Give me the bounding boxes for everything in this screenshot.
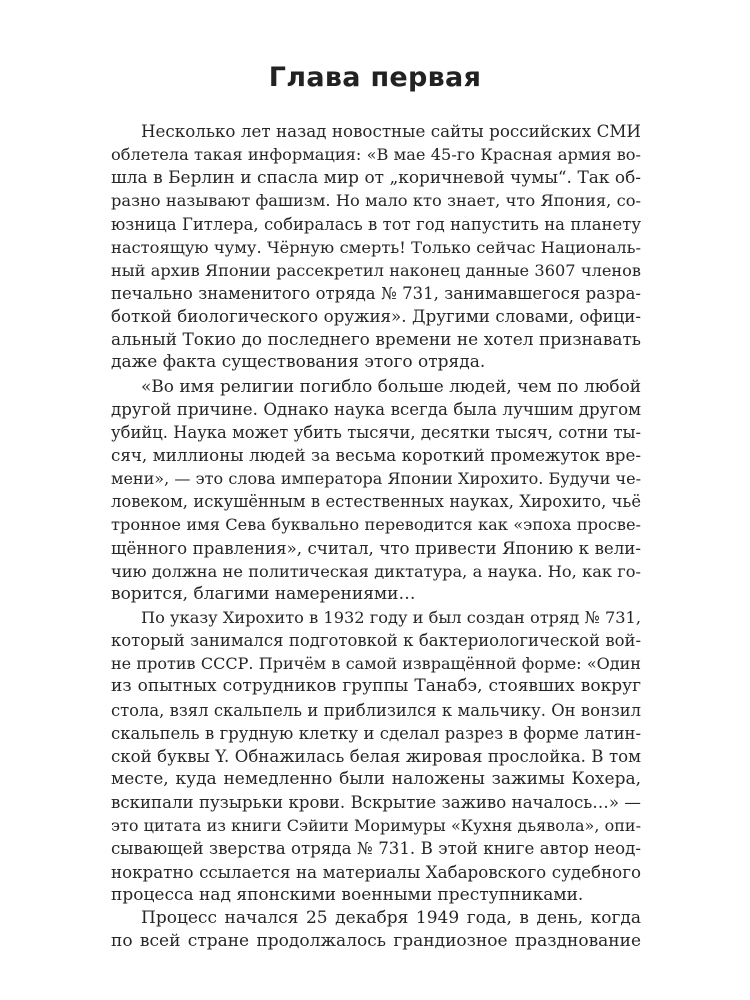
text-line: другой причине. Однако наука всегда была лучшим другом xyxy=(111,399,641,419)
text-line: По указу Хирохито в 1932 году и был создан отряд № 731, xyxy=(141,607,641,627)
text-line: настоящую чуму. Чёрную смерть! Только сейчас Националь- xyxy=(111,237,641,257)
text-line: чию должна не политическая диктатура, а наука. Но, как го- xyxy=(111,561,641,581)
text-line: стола, взял скальпель и приблизился к мальчику. Он вонзил xyxy=(111,700,641,720)
text-line: юзница Гитлера, собиралась в тот год напустить на планету xyxy=(111,214,641,234)
text-line: альный Токио до последнего времени не хотел признавать xyxy=(111,329,641,350)
text-line: по всей стране продолжалось грандиозное празднование xyxy=(111,930,641,951)
text-line: Несколько лет назад новостные сайты российских СМИ xyxy=(141,121,641,141)
text-line: даже факта существования этого отряда. xyxy=(111,352,486,373)
text-line: Процесс начался 25 декабря 1949 года, в день, когда xyxy=(141,907,641,928)
text-line: убийц. Наука может убить тысячи, десятки тысяч, сотни ты- xyxy=(111,422,641,442)
text-line: сяч, миллионы людей за весьма короткий промежуток вре- xyxy=(111,444,641,465)
text-line: шла в Берлин и спасла мир от „коричневой чумы“. Так об- xyxy=(111,167,641,188)
text-line: печально знаменитого отряда № 731, занимавшегося разра- xyxy=(111,283,641,303)
text-line: это цитата из книги Сэйити Моримуры «Кухня дьявола», опи- xyxy=(111,816,641,836)
text-line: процесса над японскими военными преступниками. xyxy=(111,884,584,905)
body-text xyxy=(111,120,641,953)
text-line: ловеком, искушённым в естественных науках, Хирохито, чьё xyxy=(111,492,641,512)
text-line: нократно ссылается на материалы Хабаровского судебного xyxy=(111,862,641,882)
text-line: ный архив Японии рассекретил наконец данные 3607 членов xyxy=(111,260,641,280)
text-line: мени», — это слова императора Японии Хирохито. Будучи че- xyxy=(111,469,641,489)
text-line: ворится, благими намерениями… xyxy=(111,583,416,604)
text-line: месте, куда немедленно были наложены зажимы Кохера, xyxy=(111,768,641,789)
text-line: ской буквы Y. Обнажилась белая жировая прослойка. В том xyxy=(111,746,641,766)
text-line: разно называют фашизм. Но мало кто знает, что Япония, со- xyxy=(111,191,641,211)
text-line: который занимался подготовкой к бактериологической вой- xyxy=(111,631,641,651)
text-line: скальпель в грудную клетку и сделал разрез в форме латин- xyxy=(111,723,641,743)
text-line: вскипали пузырьки крови. Вскрытие заживо началось…» — xyxy=(111,793,641,813)
text-line: облетела такая информация: «В мае 45-го Красная армия во- xyxy=(111,145,641,165)
chapter-title: Глава первая xyxy=(268,62,482,93)
text-line: боткой биологического оружия». Другими словами, офици- xyxy=(111,307,641,327)
text-line: сывающей зверства отряда № 731. В этой книге автор неод- xyxy=(111,839,641,859)
text-line: из опытных сотрудников группы Танабэ, стоявших вокруг xyxy=(111,676,641,697)
text-line: тронное имя Сева буквально переводится как «эпоха просве- xyxy=(111,515,641,535)
text-line: «Во имя религии погибло больше людей, чем по любой xyxy=(141,375,641,396)
text-line: щённого правления», считал, что привести Японию к вели- xyxy=(111,538,641,558)
text-line: не против СССР. Причём в самой извращённой форме: «Один xyxy=(111,654,641,674)
